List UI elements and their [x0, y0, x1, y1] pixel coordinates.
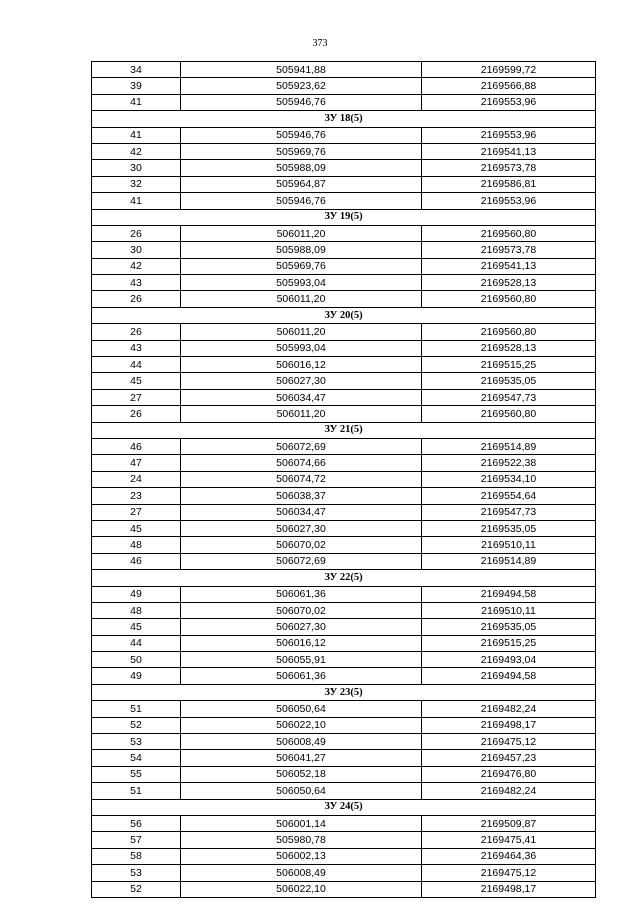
table-row [92, 94, 596, 110]
table-row [92, 242, 596, 258]
table-row [92, 225, 596, 241]
y-coordinate-cell: 2169510,11 [422, 602, 596, 618]
table-row [92, 275, 596, 291]
point-number-cell: 27 [92, 504, 181, 520]
y-coordinate-cell: 2169482,24 [422, 783, 596, 799]
table-row [92, 766, 596, 782]
x-coordinate-cell: 506050,64 [181, 783, 422, 799]
table-row [92, 389, 596, 405]
section-title: ЗУ 23(5) [92, 684, 596, 700]
x-coordinate-cell: 506072,69 [181, 438, 422, 454]
x-coordinate-cell: 505946,76 [181, 127, 422, 143]
y-coordinate-cell: 2169535,05 [422, 520, 596, 536]
x-coordinate-cell: 506074,72 [181, 471, 422, 487]
x-coordinate-cell: 506027,30 [181, 619, 422, 635]
y-coordinate-cell: 2169599,72 [422, 62, 596, 78]
x-coordinate-cell: 505993,04 [181, 275, 422, 291]
y-coordinate-cell: 2169573,78 [422, 160, 596, 176]
y-coordinate-cell: 2169476,80 [422, 766, 596, 782]
y-coordinate-cell: 2169541,13 [422, 258, 596, 274]
y-coordinate-cell: 2169535,05 [422, 373, 596, 389]
x-coordinate-cell: 506008,49 [181, 865, 422, 881]
x-coordinate-cell: 506074,66 [181, 455, 422, 471]
x-coordinate-cell: 505946,76 [181, 193, 422, 209]
table-row [92, 504, 596, 520]
y-coordinate-cell: 2169528,13 [422, 340, 596, 356]
point-number-cell: 48 [92, 602, 181, 618]
x-coordinate-cell: 506070,02 [181, 602, 422, 618]
point-number-cell: 53 [92, 734, 181, 750]
point-number-cell: 45 [92, 619, 181, 635]
table-row [92, 848, 596, 864]
y-coordinate-cell: 2169553,96 [422, 127, 596, 143]
point-number-cell: 58 [92, 848, 181, 864]
x-coordinate-cell: 505946,76 [181, 94, 422, 110]
y-coordinate-cell: 2169522,38 [422, 455, 596, 471]
section-title: ЗУ 21(5) [92, 422, 596, 438]
point-number-cell: 46 [92, 438, 181, 454]
table-row [92, 160, 596, 176]
y-coordinate-cell: 2169514,89 [422, 438, 596, 454]
point-number-cell: 41 [92, 94, 181, 110]
table-row [92, 438, 596, 454]
x-coordinate-cell: 506041,27 [181, 750, 422, 766]
y-coordinate-cell: 2169560,80 [422, 324, 596, 340]
y-coordinate-cell: 2169464,36 [422, 848, 596, 864]
section-header-row [92, 111, 596, 127]
table-row [92, 324, 596, 340]
table-row [92, 471, 596, 487]
point-number-cell: 51 [92, 783, 181, 799]
point-number-cell: 44 [92, 635, 181, 651]
point-number-cell: 39 [92, 78, 181, 94]
point-number-cell: 45 [92, 373, 181, 389]
y-coordinate-cell: 2169493,04 [422, 652, 596, 668]
coordinates-table [91, 61, 596, 898]
table-row [92, 340, 596, 356]
y-coordinate-cell: 2169560,80 [422, 225, 596, 241]
section-header-row [92, 799, 596, 815]
point-number-cell: 55 [92, 766, 181, 782]
table-row [92, 520, 596, 536]
point-number-cell: 27 [92, 389, 181, 405]
y-coordinate-cell: 2169586,81 [422, 176, 596, 192]
y-coordinate-cell: 2169494,58 [422, 668, 596, 684]
y-coordinate-cell: 2169554,64 [422, 488, 596, 504]
y-coordinate-cell: 2169475,41 [422, 832, 596, 848]
point-number-cell: 45 [92, 520, 181, 536]
y-coordinate-cell: 2169560,80 [422, 291, 596, 307]
point-number-cell: 43 [92, 275, 181, 291]
table-row [92, 602, 596, 618]
section-title: ЗУ 24(5) [92, 799, 596, 815]
y-coordinate-cell: 2169510,11 [422, 537, 596, 553]
table-row [92, 783, 596, 799]
x-coordinate-cell: 506055,91 [181, 652, 422, 668]
y-coordinate-cell: 2169515,25 [422, 357, 596, 373]
y-coordinate-cell: 2169573,78 [422, 242, 596, 258]
section-title: ЗУ 20(5) [92, 307, 596, 323]
table-row [92, 832, 596, 848]
page-number: 373 [312, 38, 328, 49]
y-coordinate-cell: 2169509,87 [422, 815, 596, 831]
section-title: ЗУ 22(5) [92, 570, 596, 586]
x-coordinate-cell: 505980,78 [181, 832, 422, 848]
point-number-cell: 34 [92, 62, 181, 78]
table-row [92, 62, 596, 78]
y-coordinate-cell: 2169547,73 [422, 389, 596, 405]
y-coordinate-cell: 2169528,13 [422, 275, 596, 291]
y-coordinate-cell: 2169494,58 [422, 586, 596, 602]
x-coordinate-cell: 505964,87 [181, 176, 422, 192]
section-header-row [92, 422, 596, 438]
table-row [92, 357, 596, 373]
y-coordinate-cell: 2169553,96 [422, 94, 596, 110]
table-row [92, 701, 596, 717]
point-number-cell: 26 [92, 324, 181, 340]
x-coordinate-cell: 506011,20 [181, 225, 422, 241]
section-title: ЗУ 18(5) [92, 111, 596, 127]
section-title: ЗУ 19(5) [92, 209, 596, 225]
table-row [92, 455, 596, 471]
x-coordinate-cell: 506022,10 [181, 717, 422, 733]
point-number-cell: 51 [92, 701, 181, 717]
x-coordinate-cell: 506011,20 [181, 406, 422, 422]
point-number-cell: 26 [92, 406, 181, 422]
point-number-cell: 30 [92, 242, 181, 258]
y-coordinate-cell: 2169535,05 [422, 619, 596, 635]
point-number-cell: 43 [92, 340, 181, 356]
x-coordinate-cell: 506038,37 [181, 488, 422, 504]
x-coordinate-cell: 506050,64 [181, 701, 422, 717]
point-number-cell: 26 [92, 225, 181, 241]
point-number-cell: 46 [92, 553, 181, 569]
x-coordinate-cell: 506072,69 [181, 553, 422, 569]
point-number-cell: 53 [92, 865, 181, 881]
point-number-cell: 41 [92, 193, 181, 209]
y-coordinate-cell: 2169560,80 [422, 406, 596, 422]
y-coordinate-cell: 2169475,12 [422, 865, 596, 881]
x-coordinate-cell: 506016,12 [181, 635, 422, 651]
y-coordinate-cell: 2169541,13 [422, 143, 596, 159]
x-coordinate-cell: 506070,02 [181, 537, 422, 553]
table-row [92, 258, 596, 274]
point-number-cell: 48 [92, 537, 181, 553]
table-row [92, 815, 596, 831]
point-number-cell: 32 [92, 176, 181, 192]
y-coordinate-cell: 2169514,89 [422, 553, 596, 569]
table-row [92, 668, 596, 684]
point-number-cell: 49 [92, 586, 181, 602]
y-coordinate-cell: 2169515,25 [422, 635, 596, 651]
x-coordinate-cell: 505993,04 [181, 340, 422, 356]
x-coordinate-cell: 506027,30 [181, 373, 422, 389]
y-coordinate-cell: 2169534,10 [422, 471, 596, 487]
x-coordinate-cell: 505969,76 [181, 258, 422, 274]
section-header-row [92, 684, 596, 700]
table-row [92, 652, 596, 668]
point-number-cell: 49 [92, 668, 181, 684]
x-coordinate-cell: 506034,47 [181, 504, 422, 520]
x-coordinate-cell: 505941,88 [181, 62, 422, 78]
section-header-row [92, 570, 596, 586]
x-coordinate-cell: 506034,47 [181, 389, 422, 405]
x-coordinate-cell: 506016,12 [181, 357, 422, 373]
table-row [92, 127, 596, 143]
x-coordinate-cell: 505988,09 [181, 242, 422, 258]
x-coordinate-cell: 505988,09 [181, 160, 422, 176]
x-coordinate-cell: 506011,20 [181, 324, 422, 340]
x-coordinate-cell: 506011,20 [181, 291, 422, 307]
y-coordinate-cell: 2169498,17 [422, 717, 596, 733]
table-row [92, 537, 596, 553]
point-number-cell: 56 [92, 815, 181, 831]
table-row [92, 619, 596, 635]
point-number-cell: 24 [92, 471, 181, 487]
table-row [92, 881, 596, 897]
section-header-row [92, 209, 596, 225]
x-coordinate-cell: 506001,14 [181, 815, 422, 831]
point-number-cell: 26 [92, 291, 181, 307]
table-row [92, 750, 596, 766]
x-coordinate-cell: 506008,49 [181, 734, 422, 750]
table-row [92, 176, 596, 192]
table-row [92, 373, 596, 389]
y-coordinate-cell: 2169457,23 [422, 750, 596, 766]
point-number-cell: 52 [92, 717, 181, 733]
point-number-cell: 42 [92, 258, 181, 274]
y-coordinate-cell: 2169475,12 [422, 734, 596, 750]
point-number-cell: 44 [92, 357, 181, 373]
table-row [92, 553, 596, 569]
point-number-cell: 41 [92, 127, 181, 143]
x-coordinate-cell: 506027,30 [181, 520, 422, 536]
y-coordinate-cell: 2169553,96 [422, 193, 596, 209]
y-coordinate-cell: 2169482,24 [422, 701, 596, 717]
point-number-cell: 57 [92, 832, 181, 848]
x-coordinate-cell: 506061,36 [181, 586, 422, 602]
x-coordinate-cell: 506022,10 [181, 881, 422, 897]
point-number-cell: 54 [92, 750, 181, 766]
y-coordinate-cell: 2169547,73 [422, 504, 596, 520]
x-coordinate-cell: 506052,18 [181, 766, 422, 782]
table-row [92, 406, 596, 422]
table-row [92, 193, 596, 209]
point-number-cell: 52 [92, 881, 181, 897]
table-row [92, 143, 596, 159]
section-header-row [92, 307, 596, 323]
point-number-cell: 42 [92, 143, 181, 159]
point-number-cell: 50 [92, 652, 181, 668]
x-coordinate-cell: 505969,76 [181, 143, 422, 159]
point-number-cell: 23 [92, 488, 181, 504]
table-row [92, 635, 596, 651]
table-row [92, 488, 596, 504]
table-row [92, 734, 596, 750]
y-coordinate-cell: 2169498,17 [422, 881, 596, 897]
table-row [92, 717, 596, 733]
y-coordinate-cell: 2169566,88 [422, 78, 596, 94]
x-coordinate-cell: 505923,62 [181, 78, 422, 94]
table-row [92, 291, 596, 307]
table-row [92, 586, 596, 602]
point-number-cell: 47 [92, 455, 181, 471]
table-row [92, 865, 596, 881]
coordinates-table-body [92, 62, 596, 898]
x-coordinate-cell: 506061,36 [181, 668, 422, 684]
x-coordinate-cell: 506002,13 [181, 848, 422, 864]
point-number-cell: 30 [92, 160, 181, 176]
table-row [92, 78, 596, 94]
